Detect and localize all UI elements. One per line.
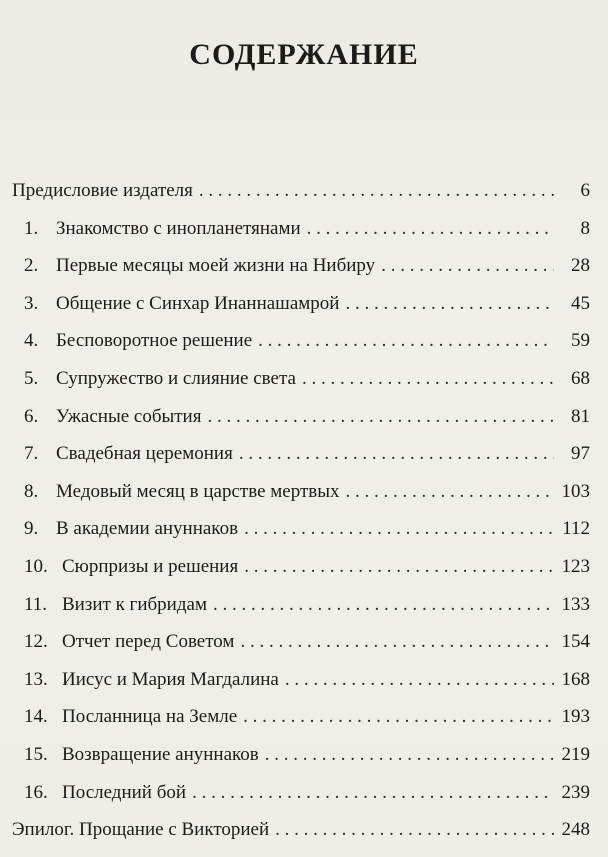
toc-entry-page: 97 (571, 443, 590, 465)
dot-leader (192, 782, 554, 804)
toc-entry-page: 219 (561, 743, 590, 765)
toc-entry-chapter-5 (12, 368, 596, 406)
toc-entry-chapter-7 (12, 443, 596, 481)
toc-entry-chapter-10 (12, 556, 596, 594)
toc-entry-label: Отчет перед Советом (62, 631, 235, 653)
dot-leader (199, 180, 554, 202)
dot-leader (381, 255, 554, 277)
toc-entry-preface (12, 180, 596, 218)
toc-entry-page: 133 (561, 593, 590, 615)
toc-entry-chapter-3 (12, 293, 596, 331)
toc-entry-label: Возвращение ануннаков (62, 743, 259, 765)
toc-entry-label: Посланница на Земле (62, 706, 238, 728)
dot-leader (258, 330, 554, 352)
toc-entry-label: Ужасные события (56, 405, 202, 427)
toc-entry-number: 12. (24, 631, 48, 653)
toc-entry-number: 13. (24, 668, 48, 690)
toc-entry-number: 14. (24, 706, 48, 728)
toc-entry-page: 112 (562, 518, 590, 540)
toc-entry-chapter-9 (12, 518, 596, 556)
toc-entry-chapter-4 (12, 330, 596, 368)
table-of-contents (12, 180, 596, 857)
toc-entry-label: Бесповоротное решение (56, 330, 253, 352)
toc-entry-number: 15. (24, 743, 48, 765)
dot-leader (207, 406, 554, 428)
dot-leader (239, 443, 554, 465)
toc-entry-page: 123 (561, 555, 590, 577)
dot-leader (244, 518, 554, 540)
toc-entry-label: Последний бой (62, 781, 187, 803)
toc-entry-number: 3. (24, 292, 39, 314)
dot-leader (307, 218, 554, 240)
toc-entry-label: Супружество и слияние света (56, 367, 296, 389)
toc-entry-page: 103 (561, 480, 590, 502)
toc-entry-number: 7. (24, 443, 39, 465)
toc-entry-chapter-13 (12, 669, 596, 707)
toc-entry-label: Знакомство с инопланетянами (56, 217, 301, 239)
toc-entry-label: Сюрпризы и решения (62, 555, 239, 577)
toc-entry-label: Медовый месяц в царстве мертвых (56, 480, 340, 502)
toc-entry-chapter-8 (12, 481, 596, 519)
dot-leader (302, 368, 554, 390)
toc-entry-page: 28 (571, 255, 590, 277)
dot-leader (346, 481, 554, 503)
dot-leader (213, 594, 554, 616)
toc-entry-number: 1. (24, 217, 39, 239)
dot-leader (244, 556, 554, 578)
toc-entry-chapter-11 (12, 594, 596, 632)
dot-leader (265, 744, 554, 766)
toc-entry-chapter-16 (12, 782, 596, 820)
toc-entry-page: 239 (561, 781, 590, 803)
toc-entry-label: Свадебная церемония (56, 443, 233, 465)
dot-leader (345, 293, 554, 315)
dot-leader (243, 706, 554, 728)
dot-leader (275, 819, 554, 841)
toc-entry-page: 59 (571, 330, 590, 352)
toc-entry-number: 6. (24, 405, 39, 427)
toc-entry-number: 8. (24, 480, 39, 502)
dot-leader (285, 669, 554, 691)
toc-entry-chapter-15 (12, 744, 596, 782)
toc-entry-page: 154 (561, 631, 590, 653)
toc-entry-number: 4. (24, 330, 39, 352)
toc-entry-page: 45 (571, 292, 590, 314)
toc-entry-number: 2. (24, 255, 39, 277)
toc-entry-chapter-12 (12, 631, 596, 669)
toc-entry-epilogue (12, 819, 596, 857)
toc-entry-label: Общение с Синхар Инаннашамрой (56, 292, 340, 314)
toc-entry-page: 168 (561, 668, 590, 690)
toc-entry-label: Визит к гибридам (62, 593, 207, 615)
toc-entry-label: Иисус и Мария Магдалина (62, 668, 279, 690)
toc-entry-number: 10. (24, 555, 48, 577)
toc-entry-page: 8 (580, 217, 590, 239)
toc-entry-label: Первые месяцы моей жизни на Нибиру (56, 255, 376, 277)
toc-entry-chapter-2 (12, 255, 596, 293)
page-title: СОДЕРЖАНИЕ (189, 38, 419, 71)
toc-entry-page: 68 (571, 367, 590, 389)
toc-entry-chapter-1 (12, 218, 596, 256)
dot-leader (240, 631, 554, 653)
toc-entry-page: 81 (571, 405, 590, 427)
toc-entry-number: 16. (24, 781, 48, 803)
toc-entry-page: 6 (580, 180, 590, 201)
toc-entry-label: Эпилог. Прощание с Викторией (12, 819, 270, 841)
toc-entry-chapter-6 (12, 406, 596, 444)
toc-entry-page: 248 (561, 819, 590, 841)
toc-entry-number: 11. (24, 593, 48, 615)
toc-entry-page: 193 (561, 706, 590, 728)
toc-entry-label: Предисловие издателя (12, 180, 193, 201)
toc-entry-label: В академии ануннаков (56, 518, 239, 540)
toc-entry-number: 5. (24, 367, 39, 389)
toc-entry-number: 9. (24, 518, 39, 540)
toc-entry-chapter-14 (12, 706, 596, 744)
